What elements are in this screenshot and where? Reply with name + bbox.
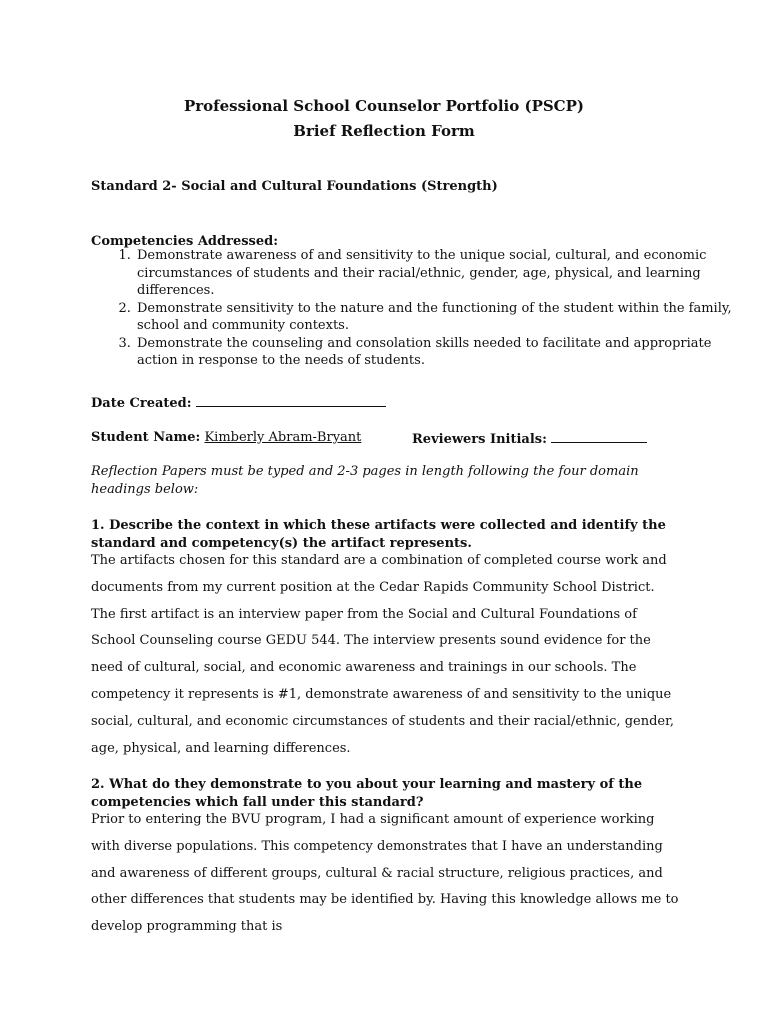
reviewer-initials-blank[interactable] [551,428,647,443]
date-created-blank[interactable] [196,392,386,407]
standard-heading: Standard 2- Social and Cultural Foundations (Strength) [91,179,498,194]
question-2: 2. What do they demonstrate to you about your learning and mastery of the competencies which fall under this standard? [91,777,643,810]
date-created-field [91,392,386,413]
competency-item: 1. Demonstrate awareness of and sensitivity to the unique social, cultural, and economic circumstances of students and their racial/ethnic, gender, age, physical, and learning differences. [135,247,735,300]
question-1: 1. Describe the context in which these artifacts were collected and identify the standard and competency(s) the artifact represents. [91,518,666,551]
form-title: Professional School Counselor Portfolio (PSCP) [183,97,584,115]
reviewer-initials-label: Reviewers Initials: [412,432,547,447]
form-subtitle: Brief Reflection Form [293,122,475,140]
instructions-text: Reflection Papers must be typed and 2-3 pages in length following the four domain headings below: [91,464,639,497]
reviewer-initials-field [412,428,647,449]
competency-item: 3. Demonstrate the counseling and consolation skills needed to facilitate and appropriate action in response to the needs of students. [135,335,735,370]
answer-2: Prior to entering the BVU program, I had a significant amount of experience working with diverse populations. This competency demonstrates that I have an understanding and awareness of different groups, cultural & racial structure, religious practices, and other differences that students may be identified by. Having this knowledge allows me to develop programming that is [91,812,679,935]
student-name-label: Student Name: [91,430,201,445]
competency-item: 2. Demonstrate sensitivity to the nature and the functioning of the student within the family, school and community contexts. [135,300,735,335]
student-name-value: Kimberly Abram-Bryant [204,430,362,445]
date-created-label: Date Created: [91,396,192,411]
competencies-heading: Competencies Addressed: [91,234,279,249]
competencies-list [91,247,735,370]
answer-1: The artifacts chosen for this standard are a combination of completed course work and documents from my current position at the Cedar Rapids Community School District. The first artifact is an interview paper from the Social and Cultural Foundations of School Counseling course GEDU 544. The interview presents sound evidence for the need of cultural, social, and economic awareness and trainings in our schools. The competency it represents is #1, demonstrate awareness of and sensitivity to the unique social, cultural, and economic circumstances of students and their racial/ethnic, gender, age, physical, and learning differences. [91,553,675,756]
student-name-field [91,428,361,447]
